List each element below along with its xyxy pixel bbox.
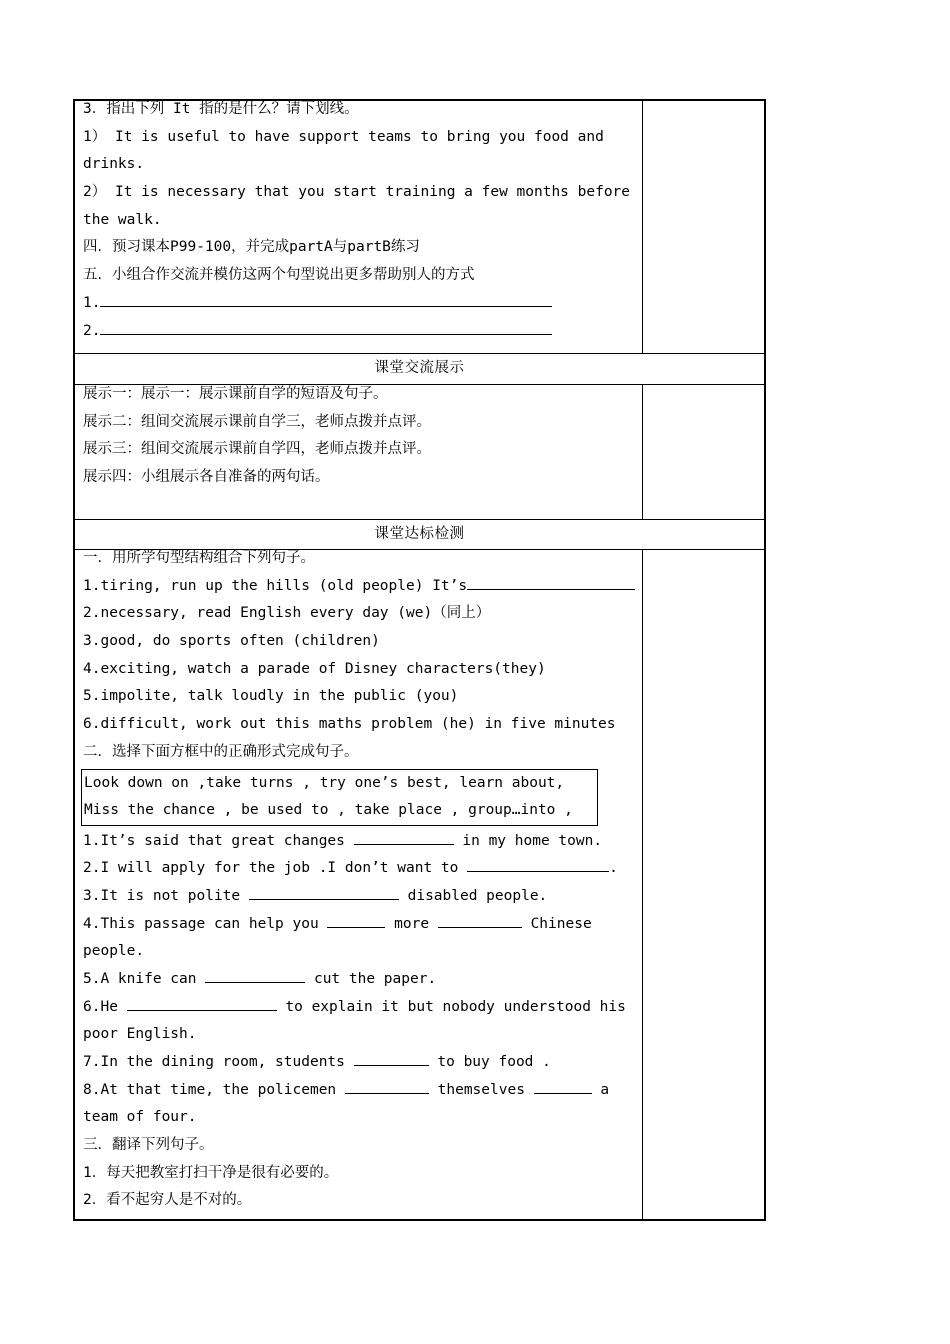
- fill-item: [83, 994, 638, 1022]
- answer-blank[interactable]: [327, 911, 385, 928]
- exercise-item: 4.exciting, watch a parade of Disney characters(they): [83, 660, 546, 677]
- column-divider: [642, 101, 643, 353]
- preview-line: 五．小组合作交流并模仿这两个句型说出更多帮助别人的方式: [83, 267, 475, 284]
- exercise-item: 5.impolite, talk loudly in the public (you): [83, 688, 459, 705]
- answer-line-1: [83, 290, 638, 318]
- fill-item: [83, 883, 638, 911]
- fill-text: 2.I will apply for the job .I don’t want to: [83, 860, 459, 877]
- answer-blank[interactable]: [467, 573, 635, 590]
- fill-text: 4.This passage can help you: [83, 915, 319, 932]
- part-title: 二．选择下面方框中的正确形式完成句子。: [83, 743, 359, 760]
- answer-blank[interactable]: [100, 290, 552, 307]
- fill-item: [83, 855, 638, 883]
- answer-blank[interactable]: [354, 828, 454, 845]
- section-header-test: 课堂达标检测: [374, 526, 465, 542]
- word-box-line: Miss the chance , be used to , take place , group…into ,: [84, 802, 573, 818]
- fill-text: 7.In the dining room, students: [83, 1054, 345, 1070]
- exercise-item: 6.difficult, work out this maths problem (he) in five minutes: [83, 716, 616, 733]
- fill-text: 3.It is not polite: [83, 887, 241, 904]
- preview-line: 四．预习课本P99-100，并完成partA与partB练习: [83, 239, 420, 256]
- answer-blank[interactable]: [249, 883, 399, 900]
- answer-blank[interactable]: [438, 911, 522, 928]
- exercise-text: 1.tiring, run up the hills (old people) It’s: [83, 577, 468, 594]
- fill-item-continued: poor English.: [83, 1026, 197, 1043]
- column-divider: [642, 549, 643, 1221]
- lesson-table: [73, 99, 766, 1221]
- preview-line: drinks.: [83, 156, 145, 173]
- part-title: 一．用所学句型结构组合下列句子。: [83, 550, 315, 566]
- fill-text: 5.A knife can: [83, 970, 197, 987]
- word-box: [81, 769, 598, 826]
- fill-item: [83, 1049, 638, 1077]
- display-line: 展示二：组间交流展示课前自学三，老师点拨并点评。: [83, 413, 431, 430]
- word-box-line: Look down on ,take turns , try one’s best, learn about,: [84, 774, 565, 791]
- display-line: 展示一：展示一：展示课前自学的短语及句子。: [83, 386, 388, 402]
- translate-item: 2．看不起穷人是不对的。: [83, 1192, 252, 1209]
- answer-number: 2.: [83, 322, 101, 339]
- preview-section: [83, 96, 638, 345]
- part-title: 三．翻译下列句子。: [83, 1137, 214, 1154]
- answer-blank[interactable]: [467, 855, 609, 872]
- fill-text: cut the paper.: [313, 970, 437, 987]
- preview-line: 3．指出下列 It 指的是什么？请下划线。: [83, 101, 359, 117]
- test-section: [83, 545, 638, 1215]
- fill-text: in my home town.: [462, 832, 603, 849]
- translate-item: 1．每天把教室打扫干净是很有必要的。: [83, 1164, 339, 1181]
- fill-text: a: [600, 1081, 610, 1098]
- column-divider: [642, 384, 643, 519]
- fill-text: Chinese: [530, 915, 592, 932]
- fill-item-continued: team of four.: [83, 1109, 197, 1126]
- display-line: 展示四：小组展示各自准备的两句话。: [83, 469, 330, 486]
- fill-item: [83, 911, 638, 939]
- fill-text: to buy food .: [437, 1054, 551, 1070]
- fill-text: disabled people.: [407, 887, 548, 904]
- display-section: [83, 381, 638, 492]
- fill-text: 8.At that time, the policemen: [83, 1081, 337, 1098]
- answer-blank[interactable]: [345, 1077, 429, 1094]
- fill-text: .: [609, 860, 618, 877]
- fill-text: 1.It’s said that great changes: [83, 832, 345, 849]
- fill-item: [83, 966, 638, 994]
- exercise-item: 2.necessary, read English every day (we)（同上）: [83, 605, 491, 622]
- answer-blank[interactable]: [354, 1049, 429, 1066]
- fill-text: themselves: [437, 1081, 525, 1098]
- display-line: 展示三：组间交流展示课前自学四，老师点拨并点评。: [83, 441, 431, 458]
- answer-blank[interactable]: [534, 1077, 592, 1094]
- exercise-item: [83, 573, 638, 601]
- preview-line: the walk.: [83, 211, 162, 228]
- section-header-display: 课堂交流展示: [374, 360, 465, 376]
- fill-text: to explain it but nobody understood his: [285, 998, 626, 1015]
- answer-blank[interactable]: [127, 994, 277, 1011]
- answer-number: 1.: [83, 294, 101, 311]
- exercise-item: 3.good, do sports often (children): [83, 633, 380, 650]
- preview-line: 1） It is useful to have support teams to bring you food and: [83, 128, 604, 145]
- answer-blank[interactable]: [100, 318, 552, 335]
- answer-blank[interactable]: [205, 966, 305, 983]
- fill-item: [83, 828, 638, 856]
- preview-line: 2） It is necessary that you start training a few months before: [83, 184, 631, 201]
- fill-text: 6.He: [83, 998, 118, 1015]
- fill-item: [83, 1077, 638, 1105]
- fill-text: more: [394, 915, 430, 932]
- fill-item-continued: people.: [83, 943, 145, 960]
- answer-line-2: [83, 318, 638, 346]
